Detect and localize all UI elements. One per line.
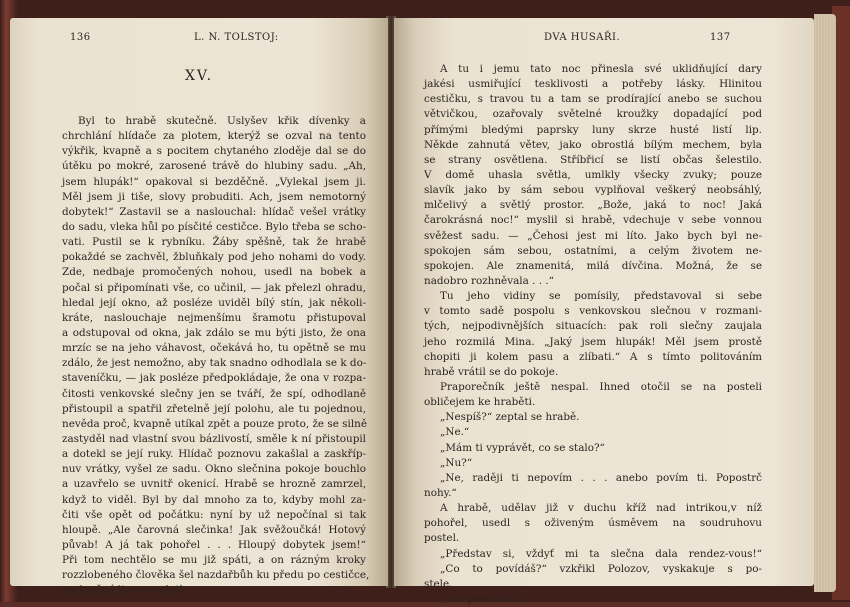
text-line: chrchlání hlídače za plotem, kterýž se ozval na tento bbox=[62, 130, 366, 143]
text-line: „Co to povídáš?“ vzkřikl Polozov, vyskakuje s po- bbox=[440, 562, 762, 575]
text-line: do sadu, vleka hůl po písčité cestičce. Bylo třeba se scho- bbox=[62, 220, 366, 233]
text-line: staveníčku, — jak posléze předpokládaje, že ona v rozpa- bbox=[62, 372, 366, 385]
right-page-text bbox=[424, 62, 762, 607]
text-line: přímými bledými paprsky luny skrze husté listí lip. bbox=[424, 123, 762, 136]
text-line: přistoupil a spatřil zřetelně její polohu, ale tu pojednou, bbox=[62, 402, 366, 415]
left-page-text bbox=[62, 114, 370, 599]
text-line: kráte, naslouchaje nejmenšímu šramotu přistupoval bbox=[62, 311, 366, 324]
text-line: v tomto sadě pospolu s venkovskou slečnou v rozmani- bbox=[424, 305, 762, 318]
text-line: Byl to hrabě skutečně. Uslyšev křik dívenky a bbox=[78, 115, 366, 127]
text-line: rozzlobeného člověka šel nazdařbůh ku předu po cestičce, bbox=[62, 569, 370, 582]
text-line: čiti vše opět od počátku: nyní by už nepočínal si tak bbox=[62, 508, 366, 521]
text-line: Zde, nedbaje promočených nohou, usedl na bobek a bbox=[62, 266, 366, 279]
text-line: a uzavřelo se uvnitř okenicí. Hrabě se hrozně zamrzel, bbox=[62, 478, 366, 491]
text-line: „Mám ti vyprávět, co se stalo?“ bbox=[440, 441, 605, 454]
text-line: se strany osvětlena. Stříbřicí se listí občas šelestilo. bbox=[424, 153, 762, 166]
text-line: svěžest sadu. — „Čehosi jest mi líto. Jako bych byl ne- bbox=[424, 229, 762, 242]
text-line: „Představ si, vždyť mi ta slečna dala rendez-vous!“ bbox=[440, 547, 762, 560]
text-line: pokaždé se zachvěl, žbluňkaly pod jeho nohami do vody. bbox=[62, 251, 366, 264]
text-line: cestičku, s travou tu a tam se prodírající anebo se suchou bbox=[424, 93, 762, 106]
text-line: čarokrásná noc!“ myslil si hrabě, vdechuje v sebe vonnou bbox=[424, 214, 762, 227]
text-line: nadobro rozhněvala . . .“ bbox=[424, 274, 554, 287]
page-edges bbox=[814, 14, 836, 592]
text-line: Praporečník ještě nespal. Ihned otočil se na posteli bbox=[440, 380, 762, 393]
text-line: obličejem ke hraběti. bbox=[424, 396, 536, 409]
text-line: stele. bbox=[424, 577, 453, 590]
text-line: spokojen. Ale znamenitá, milá dívčina. Možná, že se bbox=[424, 259, 762, 272]
text-line: hloupě. „Ale čarovná slečinka! Jak svěžoučká! Hotový bbox=[62, 523, 366, 536]
left-page bbox=[10, 18, 388, 597]
text-line: dobytek!“ Zastavil se a naslouchal: hlídač vešel vrátky bbox=[62, 205, 366, 218]
text-line: mlčelivý a světlý prostor. „Bože, jaká to noc! Jaká bbox=[424, 199, 762, 212]
text-line: slavík jako by sám sebou vyplňoval veškerý neobsáhlý, bbox=[424, 184, 762, 197]
text-line: když to viděl. Byl by dal mnoho za to, kdyby mohl za- bbox=[62, 493, 366, 506]
text-line: útěku po mokré, zarosené trávě do hlubiny sadu. „Ah, bbox=[62, 160, 366, 173]
text-line: V domě uhasla světla, umlkly všecky zvuky; pouze bbox=[424, 168, 762, 181]
page-number-left: 136 bbox=[70, 32, 91, 43]
right-page bbox=[394, 18, 814, 605]
text-line: Při tom nechtělo se mu již spáti, a on rázným kroky bbox=[62, 554, 366, 567]
text-line: „Nu?“ bbox=[440, 456, 473, 469]
text-line: čitosti venkovské slečny jen se tváří, že spí, odhodlaně bbox=[62, 387, 366, 400]
text-line: nohy.“ bbox=[424, 486, 457, 499]
text-line: mrzíc se na jeho váhavost, očekává ho, tu opětně se mu bbox=[62, 342, 366, 355]
text-line: „Ne, raději ti nepovím . . . anebo povím ti. Popostrč bbox=[440, 471, 762, 484]
text-line: postel. bbox=[424, 532, 460, 545]
text-line: Tu jeho vidiny se pomísily, představoval si sebe bbox=[440, 290, 762, 303]
text-line: tých, nejpodivnějších situacích: pak roli slečny zaujala bbox=[424, 320, 762, 333]
text-line: zdálo, že jest nemožno, aby tak snadno odhodlala se k do- bbox=[62, 357, 367, 370]
text-line: hledal její okno, až posléze uviděl bílý stín, jak několi- bbox=[62, 296, 366, 309]
text-line: jakési usmiřující tesklivosti a potřeby lásky. Hlinitou bbox=[424, 78, 762, 91]
text-line: počal si připomínati vše, co učinil, — jak přelezl ohradu, bbox=[62, 281, 366, 294]
text-line: hrabě vrátil se do pokoje. bbox=[424, 365, 559, 378]
text-line: půvab! A já tak pohořel . . . Hloupý dobytek jsem!“ bbox=[62, 538, 366, 551]
text-line: A tu i jemu tato noc přinesla své uklidňující dary bbox=[440, 63, 762, 75]
text-line: a dotekl se její ruky. Hlídač poznovu zakašlal a zaskříp- bbox=[62, 448, 366, 461]
chapter-heading: XV. bbox=[184, 68, 214, 84]
text-line: Měl jsem ji tiše, slovy probuditi. Ach, jsem nemotorný bbox=[62, 190, 366, 203]
text-line: A hrabě, udělav již v duchu kříž nad intrikou,v níž bbox=[440, 502, 762, 515]
text-line: „Nespíš?“ zeptal se hrabě. bbox=[440, 411, 580, 424]
text-line: zacloněné lipovou alejí. bbox=[62, 584, 186, 597]
text-line: nevěda proč, kvapně utíkal zpět a pouze proto, že se silně bbox=[62, 417, 367, 430]
text-line: vati. Pustil se k rybníku. Žáby spěšně, tak že hrabě bbox=[62, 236, 366, 249]
text-line: spokojen sám sebou, ostatními, a celým životem ne- bbox=[424, 244, 762, 257]
text-line: „Ne.“ bbox=[440, 426, 470, 439]
text-line: chopiti ji kolem pasu a zlíbati.“ A s tímto politováním bbox=[424, 350, 762, 363]
text-line: výkřik, kvapně a s pocitem chytaného zloděje dal se do bbox=[62, 145, 366, 158]
text-line: jsem hlupák!“ opakoval si bezděčně. „Vylekal jsem ji. bbox=[62, 175, 366, 188]
page-number-right: 137 bbox=[710, 32, 731, 43]
text-line: jeho rozmilá Mina. „Jaký jsem hlupák! Měl jsem prostě bbox=[424, 335, 762, 348]
running-head-right: DVA HUSAŘI. bbox=[544, 32, 621, 43]
text-line: Někde zahnutá větev, jako obrostlá bílým mechem, byla bbox=[424, 138, 762, 151]
text-line: zastyděl nad vlastní svou bázlivostí, směle k ní přistoupil bbox=[62, 432, 366, 445]
running-head-left: L. N. TOLSTOJ: bbox=[194, 32, 279, 43]
text-line: větvičkou, ozařovaly světelné kroužky dopadající pod bbox=[424, 108, 762, 121]
text-line: nuv vrátky, vyšel ze sadu. Okno slečnina pokoje bouchlo bbox=[62, 463, 366, 476]
text-line: pohořel, usedl s oživeným úsměvem na soudruhovu bbox=[424, 517, 762, 530]
text-line: „Nu, poslechni.“ bbox=[440, 592, 527, 605]
text-line: a odstupoval od okna, jak zdálo se mu býti jisto, že ona bbox=[62, 326, 366, 339]
